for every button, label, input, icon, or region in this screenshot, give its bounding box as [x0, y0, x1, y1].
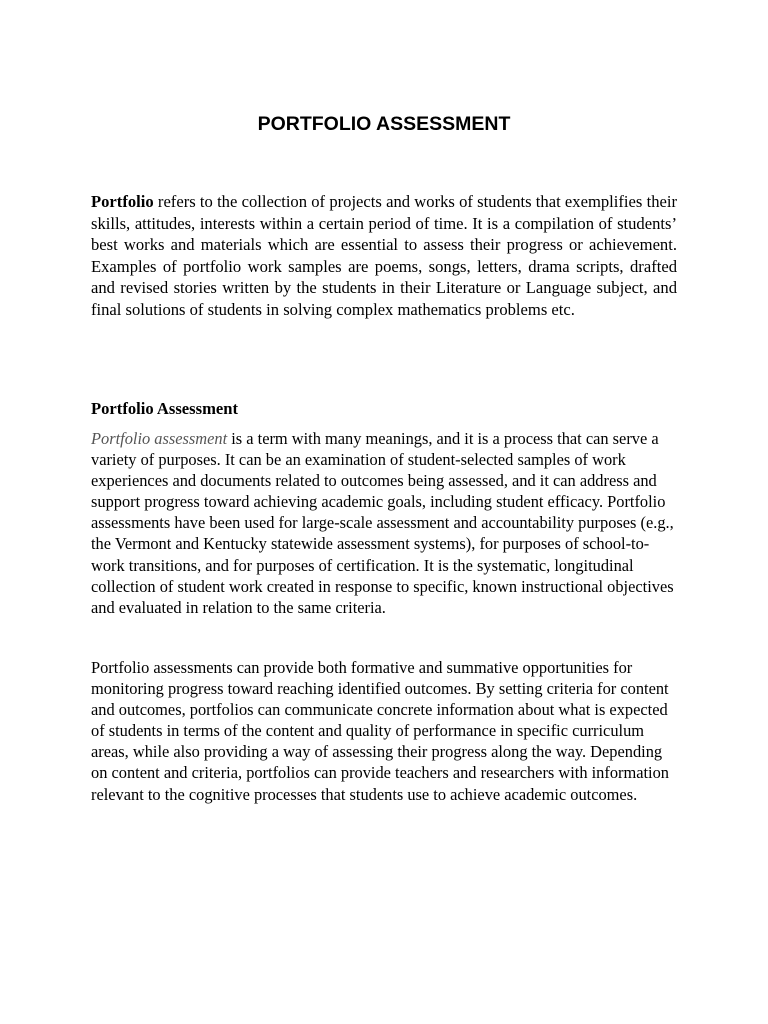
intro-text: refers to the collection of projects and works of students that exemplifies their skills, attitudes, interests within a certain period of time. It is a compilation of students’ best works and materials which are essential to assess their progress or achievement. Examples of portfolio work samples are poems, songs, letters, drama scripts, drafted and revised stories written by the students in their Literature or Language subject, and final solutions of students in solving complex mathematics problems etc.: [91, 192, 677, 319]
assessment-paragraph-1: [91, 428, 681, 618]
intro-term: Portfolio: [91, 192, 154, 211]
page-title: PORTFOLIO ASSESSMENT: [257, 113, 511, 135]
assessment-paragraph-1-text: is a term with many meanings, and it is a process that can serve a variety of purposes. It can be an examination of student-selected samples of work experiences and documents related to outcomes being assessed, and it can address and support progress toward achieving academic goals, including student efficacy. Portfolio assessments have been used for large-scale assessment and accountability purposes (e.g., the Vermont and Kentucky statewide assessment systems), for purposes of school-to-work transitions, and for purposes of certification. It is the systematic, longitudinal collection of student work created in response to specific, known instructional objectives and evaluated in relation to the same criteria.: [91, 429, 674, 617]
section-heading: Portfolio Assessment: [91, 399, 239, 418]
assessment-term: Portfolio assessment: [91, 429, 228, 448]
intro-paragraph: [91, 191, 677, 321]
assessment-paragraph-2: Portfolio assessments can provide both formative and summative opportunities for monitoring progress toward reaching identified outcomes. By setting criteria for content and outcomes, portfolios can communicate concrete information about what is expected of students in terms of the content and quality of performance in specific curriculum areas, while also providing a way of assessing their progress along the way. Depending on content and criteria, portfolios can provide teachers and researchers with information relevant to the cognitive processes that students use to achieve academic outcomes.: [91, 658, 670, 804]
